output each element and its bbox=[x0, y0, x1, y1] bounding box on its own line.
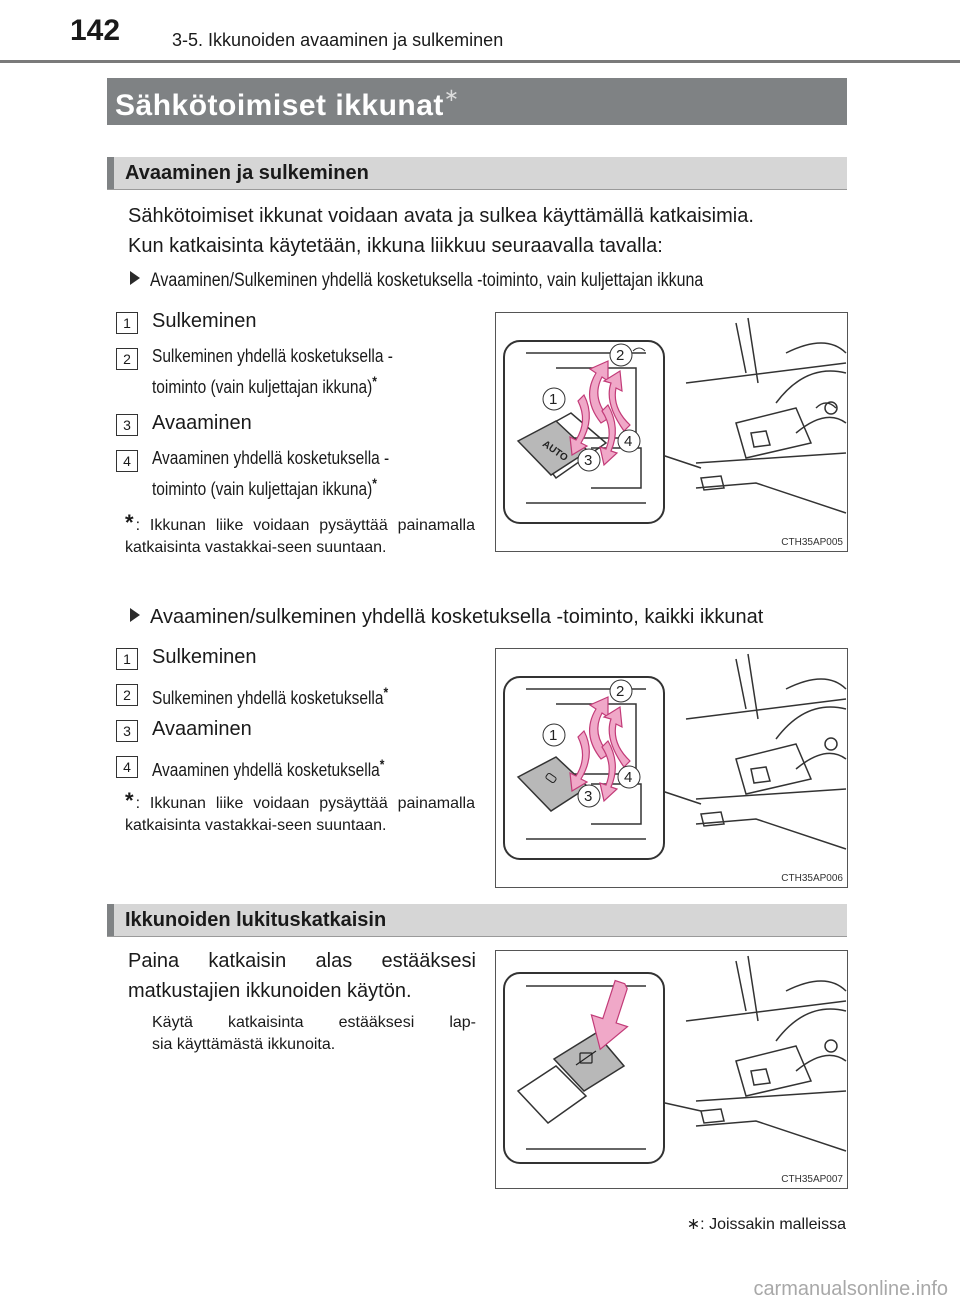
section-heading-lock-switch bbox=[107, 904, 847, 936]
item-number: 4 bbox=[116, 756, 138, 778]
section-heading-text: Avaaminen ja sulkeminen bbox=[125, 162, 369, 184]
callout-1: 1 bbox=[549, 727, 558, 744]
note-driver: * : Ikkunan liike voidaan pysäyttää painamalla katkaisinta vastakkai-seen suuntaan. bbox=[125, 510, 475, 556]
item-text: Avaaminen bbox=[152, 412, 252, 434]
section-heading-open-close bbox=[107, 157, 847, 189]
item-text: Sulkeminen yhdellä kosketuksella - toiminto (vain kuljettajan ikkuna)* bbox=[152, 346, 393, 397]
callout-3: 3 bbox=[584, 788, 593, 805]
item-number: 2 bbox=[116, 348, 138, 370]
page-title-text: Sähkötoimiset ikkunat bbox=[115, 89, 444, 122]
intro-line-2: Kun katkaisinta käytetään, ikkuna liikkuu seuraavalla tavalla: bbox=[128, 235, 663, 257]
item-text: Sulkeminen bbox=[152, 646, 257, 668]
chapter-title: 3-5. Ikkunoiden avaaminen ja sulkeminen bbox=[172, 30, 504, 50]
callout-2: 2 bbox=[616, 683, 625, 700]
watermark: carmanualsonline.info bbox=[753, 1278, 948, 1300]
item-text: Avaaminen yhdellä kosketuksella* bbox=[152, 756, 385, 780]
callout-2: 2 bbox=[616, 347, 625, 364]
item-number: 4 bbox=[116, 450, 138, 472]
title-banner bbox=[107, 78, 847, 125]
switch-illustration bbox=[496, 649, 847, 887]
item-text: Avaaminen yhdellä kosketuksella - toiminto (vain kuljettajan ikkuna)* bbox=[152, 448, 390, 499]
note-all-windows: * : Ikkunan liike voidaan pysäyttää painamalla katkaisinta vastakkai-seen suuntaan. bbox=[125, 788, 475, 834]
section-heading-text: Ikkunoiden lukituskatkaisin bbox=[125, 909, 387, 931]
auto-label: AUTO bbox=[540, 438, 570, 464]
item-number: 2 bbox=[116, 684, 138, 706]
item-text: Avaaminen bbox=[152, 718, 252, 740]
bullet-driver: Avaaminen/Sulkeminen yhdellä kosketuksella -toiminto, vain kuljettajan ikkuna bbox=[130, 270, 809, 292]
header-rule bbox=[0, 60, 960, 63]
figure-code: CTH35AP007 bbox=[781, 1174, 843, 1185]
item-number: 1 bbox=[116, 648, 138, 670]
item-number: 3 bbox=[116, 414, 138, 436]
page-number: 142 bbox=[70, 14, 121, 47]
page-title bbox=[115, 85, 460, 123]
callout-3: 3 bbox=[584, 452, 593, 469]
bullet-all-windows: Avaaminen/sulkeminen yhdellä kosketuksella -toiminto, kaikki ikkunat bbox=[130, 606, 763, 629]
callout-4: 4 bbox=[624, 769, 633, 786]
item-number: 1 bbox=[116, 312, 138, 334]
triangle-bullet-icon bbox=[130, 608, 140, 622]
title-marker: ∗ bbox=[443, 85, 460, 105]
triangle-bullet-icon bbox=[130, 271, 140, 285]
item-text: Sulkeminen yhdellä kosketuksella* bbox=[152, 684, 389, 708]
figure-lock-switch bbox=[495, 950, 848, 1189]
callout-4: 4 bbox=[624, 433, 633, 450]
item-text: Sulkeminen bbox=[152, 310, 257, 332]
switch-illustration bbox=[496, 313, 847, 551]
lock-text-line-2: matkustajien ikkunoiden käytön. bbox=[128, 980, 412, 1002]
lock-switch-illustration bbox=[496, 951, 847, 1188]
item-number: 3 bbox=[116, 720, 138, 742]
figure-driver-switch bbox=[495, 312, 848, 552]
lock-text-line-1: Paina katkaisin alas estääksesi bbox=[128, 950, 476, 972]
intro-line-1: Sähkötoimiset ikkunat voidaan avata ja sulkea käyttämällä katkaisimia. bbox=[128, 205, 754, 227]
figure-code: CTH35AP005 bbox=[781, 537, 843, 548]
figure-code: CTH35AP006 bbox=[781, 873, 843, 884]
figure-all-windows-switch bbox=[495, 648, 848, 888]
lock-subnote: Käytä katkaisinta estääksesi lap- sia käyttämästä ikkunoita. bbox=[152, 1014, 476, 1053]
callout-1: 1 bbox=[549, 391, 558, 408]
footnote: ∗: Joissakin malleissa bbox=[686, 1216, 846, 1233]
